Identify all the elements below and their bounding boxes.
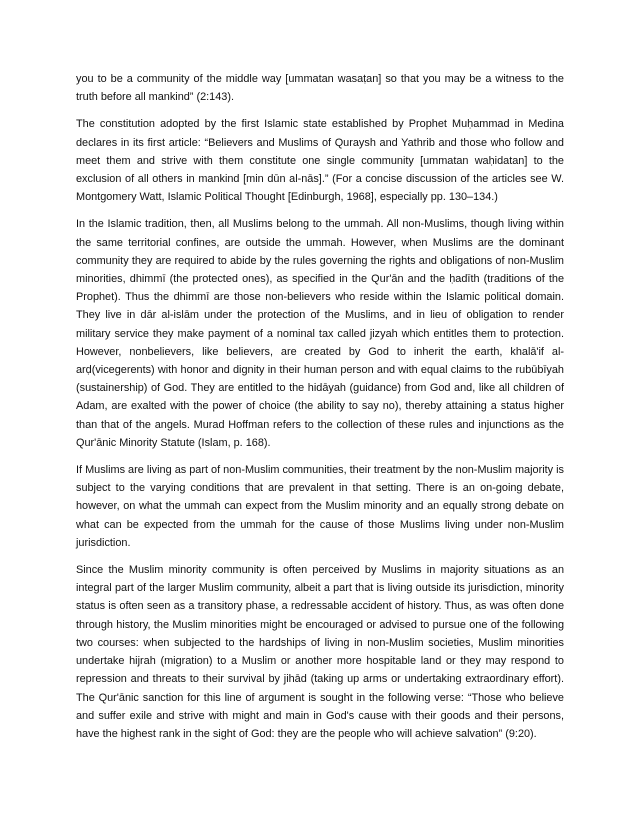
document-page [76, 70, 564, 752]
paragraph-2: The constitution adopted by the first Islamic state established by Prophet Muḥammad in Medina declares in its first article: “Believers and Muslims of Quraysh and Yathrib and those who follow and meet them and strive with them constitute one single community [ummatan waḥidatan] to the exclusion of all others in mankind [min dūn al-nās].” (For a concise discussion of the articles see W. Montgomery Watt, Islamic Political Thought [Edinburgh, 1968], especially pp. 130–134.) [76, 118, 564, 204]
paragraph-3: In the Islamic tradition, then, all Muslims belong to the ummah. All non-Muslims, though living within the same territorial confines, are outside the ummah. However, when Muslims are the dominant community they are required to abide by the rules governing the rights and obligations of non-Muslim minorities, dhimmī (the protected ones), as specified in the Qur'ān and the ḥadīth (traditions of the Prophet). Thus the dhimmī are those non-believers who reside within the Islamic political domain. They live in dār al-islām under the protection of the Muslims, and in lieu of obligation to render military service they make payment of a nominal tax called jizyah which entitles them to protection. However, nonbelievers, like believers, are created by God to inherit the earth, khalā'if al-arḍ(vicegerents) with honor and dignity in their human person and with equal claims to the rubūbīyah (sustainership) of God. They are entitled to the hidāyah (guidance) from God and, like all children of Adam, are exalted with the power of choice (the ability to say no), thereby attaining a status higher than that of the angels. Murad Hoffman refers to the collection of these rules and injunctions as the Qur'ānic Minority Statute (Islam, p. 168). [76, 218, 564, 449]
paragraph-1: you to be a community of the middle way [ummatan wasaṭan] so that you may be a witness to the truth before all mankind” (2:143). [76, 73, 564, 104]
paragraph-4: If Muslims are living as part of non-Muslim communities, their treatment by the non-Muslim majority is subject to the varying conditions that are prevalent in that setting. There is an on-going debate, however, on what the ummah can expect from the Muslim minority and an equally strong debate on what can be expected from the ummah for the cause of those Muslims living under non-Muslim jurisdiction. [76, 464, 564, 549]
paragraph-5: Since the Muslim minority community is often perceived by Muslims in majority situations as an integral part of the larger Muslim community, albeit a part that is living outside its jurisdiction, minority status is often seen as a transitory phase, a redressable accident of history. Thus, as was often done through history, the Muslim minorities might be encouraged or advised to pursue one of the following two courses: when subjected to the hardships of living in non-Muslim societies, Muslim minorities undertake hijrah (migration) to a Muslim or another more hospitable land or they may respond to repression and threats to their survival by jihād (taking up arms or undertaking extraordinary effort). The Qur'ānic sanction for this line of argument is sought in the following verse: “Those who believe and suffer exile and strive with might and main in God's cause with their goods and their persons, have the highest rank in the sight of God: they are the people who will achieve salvation” (9:20). [76, 564, 564, 740]
